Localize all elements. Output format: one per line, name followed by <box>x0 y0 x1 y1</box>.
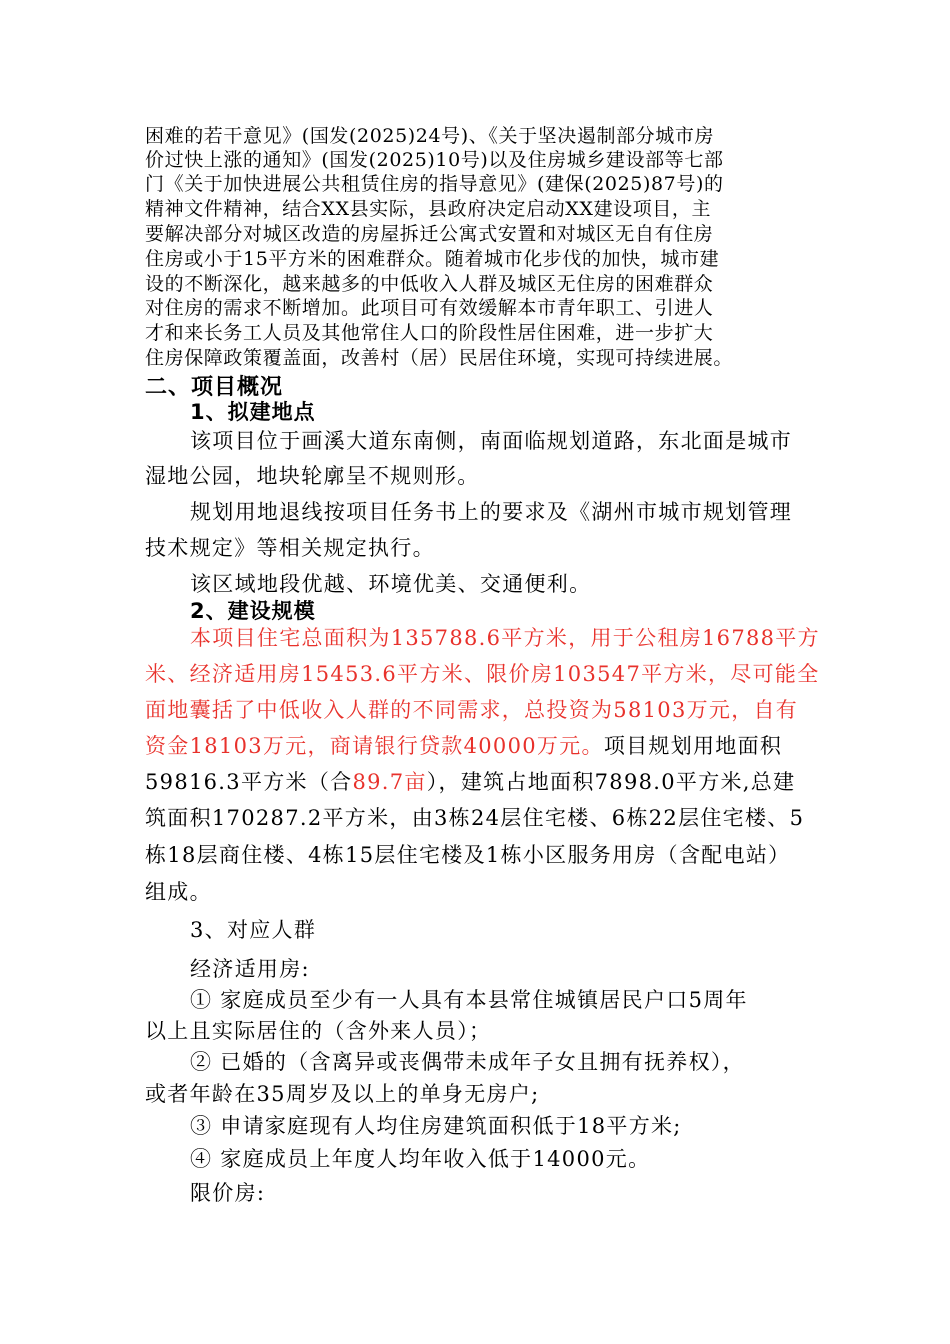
highlighted-line: 本项目住宅总面积为135788.6平方米，用于公租房16788平方 <box>190 626 820 650</box>
intro-line: 才和来长务工人员及其他常住人口的阶段性居住困难，进一步扩大 <box>145 322 714 344</box>
list-item-continuation: 或者年龄在35周岁及以上的单身无房户; <box>145 1082 540 1106</box>
paragraph-line: 筑面积170287.2平方米，由3栋24层住宅楼、6栋22层住宅楼、5 <box>145 806 805 830</box>
highlighted-text: 资金18103万元，商请银行贷款40000万元。 <box>145 734 604 758</box>
intro-line: 要解决部分对城区改造的房屋拆迁公寓式安置和对城区无自有住房 <box>145 223 714 245</box>
subsection-heading: 2、建设规模 <box>190 599 316 623</box>
list-item: ③ 申请家庭现有人均住房建筑面积低于18平方米; <box>190 1114 682 1138</box>
mixed-line <box>145 766 810 796</box>
paragraph-line: 经济适用房: <box>190 957 310 981</box>
intro-line: 困难的若干意见》(国发(2025)24号)、《关于坚决遏制部分城市房 <box>145 125 715 147</box>
highlighted-text: 89.7亩 <box>352 770 427 794</box>
intro-line: 精神文件精神，结合XX县实际，县政府决定启动XX建设项目，主 <box>145 198 712 220</box>
paragraph-text: 59816.3平方米（合 <box>145 770 353 794</box>
paragraph-text: ），建筑占地面积7898.0平方米,总建 <box>426 770 796 794</box>
intro-line: 价过快上涨的通知》(国发(2025)10号)以及住房城乡建设部等七部 <box>145 149 724 171</box>
list-item: ① 家庭成员至少有一人具有本县常住城镇居民户口5周年 <box>190 988 748 1012</box>
paragraph-line: 该项目位于画溪大道东南侧，南面临规划道路，东北面是城市 <box>190 429 793 453</box>
paragraph-text: 项目规划用地面积 <box>603 734 783 758</box>
paragraph-line: 技术规定》等相关规定执行。 <box>145 536 435 560</box>
highlighted-line: 面地囊括了中低收入人群的不同需求，总投资为58103万元，自有 <box>145 698 799 722</box>
section-heading: 二、项目概况 <box>145 375 284 400</box>
paragraph-line: 栋18层商住楼、4栋15层住宅楼及1栋小区服务用房（含配电站） <box>145 843 791 867</box>
paragraph-line: 规划用地退线按项目任务书上的要求及《湖州市城市规划管理 <box>190 500 793 524</box>
intro-line: 对住房的需求不断增加。此项目可有效缓解本市青年职工、引进人 <box>145 297 714 319</box>
intro-line: 住房或小于15平方米的困难群众。随着城市化步伐的加快，城市建 <box>145 248 720 270</box>
subsection-heading: 1、拟建地点 <box>190 400 316 424</box>
paragraph-line: 限价房: <box>190 1181 266 1205</box>
list-item: ② 已婚的（含离异或丧偶带未成年子女且拥有抚养权）， <box>190 1050 745 1074</box>
intro-line: 门《关于加快进展公共租赁住房的指导意见》(建保(2025)87号)的 <box>145 173 724 195</box>
mixed-line <box>145 730 810 760</box>
highlighted-line: 米、经济适用房15453.6平方米、限价房103547平方米，尽可能全 <box>145 662 820 686</box>
intro-line: 设的不断深化，越来越多的中低收入人群及城区无住房的困难群众 <box>145 273 714 295</box>
intro-line: 住房保障政策覆盖面，改善村（居）民居住环境，实现可持续进展。 <box>145 347 734 369</box>
list-item: ④ 家庭成员上年度人均年收入低于14000元。 <box>190 1147 651 1171</box>
paragraph-line: 组成。 <box>145 880 212 904</box>
list-item-continuation: 以上且实际居住的（含外来人员）； <box>145 1019 492 1043</box>
paragraph-line: 该区域地段优越、环境优美、交通便利。 <box>190 572 592 596</box>
paragraph-line: 湿地公园，地块轮廓呈不规则形。 <box>145 464 480 488</box>
subsection-heading: 3、对应人群 <box>190 918 317 942</box>
